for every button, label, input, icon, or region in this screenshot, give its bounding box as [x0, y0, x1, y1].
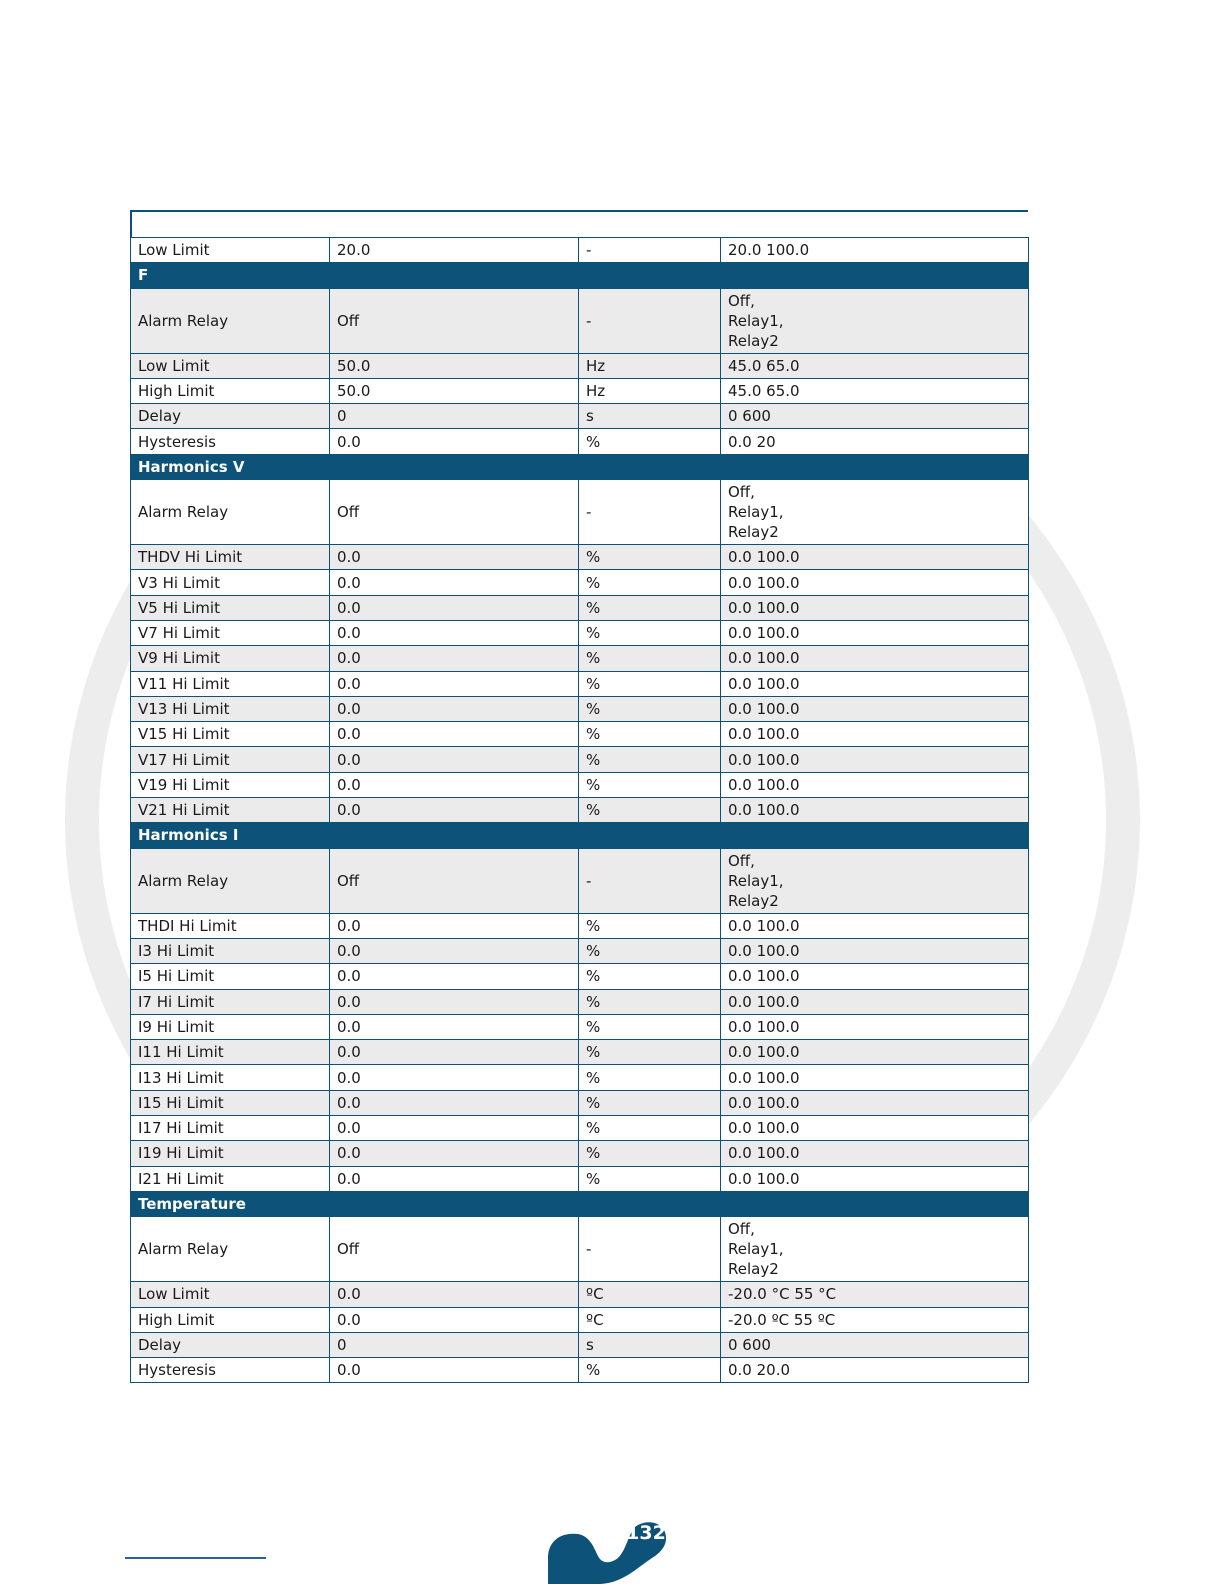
range-cell: 0.0 100.0: [721, 620, 1029, 645]
parameter-cell: Low Limit: [131, 1282, 330, 1307]
table-row: [131, 696, 1029, 721]
table-row: [131, 429, 1029, 454]
unit-cell: ºC: [579, 1282, 721, 1307]
section-header-row: [131, 454, 1029, 479]
unit-cell: %: [579, 938, 721, 963]
table-row: [131, 938, 1029, 963]
parameter-cell: V5 Hi Limit: [131, 595, 330, 620]
parameter-cell: V21 Hi Limit: [131, 798, 330, 823]
default-value-cell: 0.0: [330, 429, 579, 454]
range-cell: 0.0 100.0: [721, 798, 1029, 823]
unit-cell: -: [579, 238, 721, 263]
table-row: [131, 1358, 1029, 1383]
unit-cell: %: [579, 545, 721, 570]
range-cell: 0.0 100.0: [721, 1116, 1029, 1141]
unit-cell: %: [579, 1166, 721, 1191]
unit-cell: -: [579, 480, 721, 545]
parameter-cell: V13 Hi Limit: [131, 696, 330, 721]
settings-table-container: [130, 210, 1028, 1383]
unit-cell: %: [579, 671, 721, 696]
parameter-cell: THDI Hi Limit: [131, 913, 330, 938]
default-value-cell: 50.0: [330, 378, 579, 403]
unit-cell: %: [579, 620, 721, 645]
table-row: [131, 1217, 1029, 1282]
parameter-cell: V7 Hi Limit: [131, 620, 330, 645]
parameter-cell: Alarm Relay: [131, 1217, 330, 1282]
default-value-cell: 0.0: [330, 938, 579, 963]
default-value-cell: 0.0: [330, 1358, 579, 1383]
unit-cell: -: [579, 848, 721, 913]
parameter-cell: V11 Hi Limit: [131, 671, 330, 696]
table-row: [131, 620, 1029, 645]
default-value-cell: 0.0: [330, 570, 579, 595]
default-value-cell: 0.0: [330, 798, 579, 823]
unit-cell: %: [579, 1090, 721, 1115]
section-header-row: [131, 263, 1029, 288]
range-cell: -20.0 ºC 55 ºC: [721, 1307, 1029, 1332]
table-row: [131, 772, 1029, 797]
range-cell: 0.0 100.0: [721, 1141, 1029, 1166]
parameter-cell: Hysteresis: [131, 1358, 330, 1383]
table-row: [131, 353, 1029, 378]
range-cell: 0.0 100.0: [721, 989, 1029, 1014]
parameter-cell: V3 Hi Limit: [131, 570, 330, 595]
parameter-cell: Delay: [131, 404, 330, 429]
section-title: F: [131, 263, 1029, 288]
unit-cell: s: [579, 404, 721, 429]
table-row: [131, 1090, 1029, 1115]
parameter-cell: I9 Hi Limit: [131, 1014, 330, 1039]
default-value-cell: 0.0: [330, 646, 579, 671]
default-value-cell: 0.0: [330, 747, 579, 772]
default-value-cell: 0: [330, 1332, 579, 1357]
parameter-cell: High Limit: [131, 1307, 330, 1332]
parameter-cell: I3 Hi Limit: [131, 938, 330, 963]
unit-cell: %: [579, 772, 721, 797]
unit-cell: %: [579, 798, 721, 823]
range-cell: 0.0 100.0: [721, 722, 1029, 747]
default-value-cell: 0: [330, 404, 579, 429]
range-cell: Off, Relay1, Relay2: [721, 288, 1029, 353]
unit-cell: %: [579, 696, 721, 721]
table-row: [131, 798, 1029, 823]
range-cell: 0.0 100.0: [721, 1065, 1029, 1090]
parameter-cell: Delay: [131, 1332, 330, 1357]
parameter-cell: I11 Hi Limit: [131, 1040, 330, 1065]
range-cell: 0.0 100.0: [721, 747, 1029, 772]
section-header-row: [131, 1191, 1029, 1216]
unit-cell: %: [579, 595, 721, 620]
range-cell: 0.0 100.0: [721, 646, 1029, 671]
range-cell: 20.0 100.0: [721, 238, 1029, 263]
table-row: [131, 1307, 1029, 1332]
unit-cell: -: [579, 288, 721, 353]
alarm-settings-table: [130, 237, 1029, 1383]
table-row: [131, 288, 1029, 353]
table-row: [131, 570, 1029, 595]
default-value-cell: 0.0: [330, 964, 579, 989]
parameter-cell: Alarm Relay: [131, 848, 330, 913]
range-cell: 0.0 100.0: [721, 696, 1029, 721]
footer-rule: [125, 1557, 266, 1559]
table-row: [131, 1141, 1029, 1166]
range-cell: 0.0 100.0: [721, 545, 1029, 570]
unit-cell: -: [579, 1217, 721, 1282]
table-row: [131, 1282, 1029, 1307]
table-row: [131, 1065, 1029, 1090]
unit-cell: %: [579, 913, 721, 938]
table-body: [131, 238, 1029, 1383]
parameter-cell: I7 Hi Limit: [131, 989, 330, 1014]
range-cell: Off, Relay1, Relay2: [721, 848, 1029, 913]
table-row: [131, 1014, 1029, 1039]
default-value-cell: Off: [330, 1217, 579, 1282]
unit-cell: %: [579, 646, 721, 671]
default-value-cell: 0.0: [330, 1307, 579, 1332]
table-row: [131, 989, 1029, 1014]
default-value-cell: 0.0: [330, 620, 579, 645]
parameter-cell: V15 Hi Limit: [131, 722, 330, 747]
unit-cell: %: [579, 747, 721, 772]
table-row: [131, 378, 1029, 403]
parameter-cell: I13 Hi Limit: [131, 1065, 330, 1090]
default-value-cell: 0.0: [330, 1166, 579, 1191]
parameter-cell: I15 Hi Limit: [131, 1090, 330, 1115]
range-cell: 0.0 100.0: [721, 964, 1029, 989]
table-row: [131, 646, 1029, 671]
parameter-cell: V9 Hi Limit: [131, 646, 330, 671]
default-value-cell: 0.0: [330, 671, 579, 696]
unit-cell: %: [579, 1040, 721, 1065]
unit-cell: %: [579, 1014, 721, 1039]
range-cell: 45.0 65.0: [721, 353, 1029, 378]
default-value-cell: 0.0: [330, 913, 579, 938]
default-value-cell: 0.0: [330, 722, 579, 747]
table-row: [131, 1116, 1029, 1141]
range-cell: 0.0 100.0: [721, 1090, 1029, 1115]
table-row: [131, 1166, 1029, 1191]
default-value-cell: 0.0: [330, 1090, 579, 1115]
default-value-cell: Off: [330, 848, 579, 913]
range-cell: 0.0 100.0: [721, 595, 1029, 620]
parameter-cell: High Limit: [131, 378, 330, 403]
default-value-cell: 0.0: [330, 1065, 579, 1090]
table-row: [131, 404, 1029, 429]
range-cell: 0.0 100.0: [721, 570, 1029, 595]
table-top-strip: [130, 210, 1028, 237]
unit-cell: Hz: [579, 353, 721, 378]
default-value-cell: 0.0: [330, 772, 579, 797]
parameter-cell: Alarm Relay: [131, 288, 330, 353]
unit-cell: %: [579, 989, 721, 1014]
parameter-cell: Hysteresis: [131, 429, 330, 454]
range-cell: 0.0 100.0: [721, 1014, 1029, 1039]
range-cell: -20.0 °C 55 °C: [721, 1282, 1029, 1307]
parameter-cell: I21 Hi Limit: [131, 1166, 330, 1191]
table-row: [131, 848, 1029, 913]
unit-cell: ºC: [579, 1307, 721, 1332]
parameter-cell: Low Limit: [131, 353, 330, 378]
range-cell: 0 600: [721, 1332, 1029, 1357]
section-header-row: [131, 823, 1029, 848]
range-cell: 0.0 20.0: [721, 1358, 1029, 1383]
range-cell: 0.0 100.0: [721, 671, 1029, 696]
default-value-cell: 20.0: [330, 238, 579, 263]
table-row: [131, 595, 1029, 620]
table-row: [131, 747, 1029, 772]
range-cell: 0.0 100.0: [721, 913, 1029, 938]
range-cell: 45.0 65.0: [721, 378, 1029, 403]
parameter-cell: I5 Hi Limit: [131, 964, 330, 989]
default-value-cell: 0.0: [330, 1116, 579, 1141]
parameter-cell: V17 Hi Limit: [131, 747, 330, 772]
table-row: [131, 722, 1029, 747]
range-cell: Off, Relay1, Relay2: [721, 480, 1029, 545]
range-cell: 0.0 100.0: [721, 1166, 1029, 1191]
table-row: [131, 1040, 1029, 1065]
table-row: [131, 545, 1029, 570]
table-row: [131, 1332, 1029, 1357]
parameter-cell: I19 Hi Limit: [131, 1141, 330, 1166]
range-cell: 0.0 100.0: [721, 1040, 1029, 1065]
parameter-cell: V19 Hi Limit: [131, 772, 330, 797]
default-value-cell: 0.0: [330, 1282, 579, 1307]
default-value-cell: 0.0: [330, 696, 579, 721]
unit-cell: %: [579, 964, 721, 989]
unit-cell: %: [579, 1358, 721, 1383]
parameter-cell: Low Limit: [131, 238, 330, 263]
unit-cell: Hz: [579, 378, 721, 403]
table-row: [131, 480, 1029, 545]
parameter-cell: I17 Hi Limit: [131, 1116, 330, 1141]
section-title: Temperature: [131, 1191, 1029, 1216]
range-cell: 0.0 100.0: [721, 938, 1029, 963]
range-cell: 0.0 100.0: [721, 772, 1029, 797]
unit-cell: %: [579, 1065, 721, 1090]
default-value-cell: Off: [330, 480, 579, 545]
table-row: [131, 964, 1029, 989]
default-value-cell: 50.0: [330, 353, 579, 378]
default-value-cell: 0.0: [330, 989, 579, 1014]
default-value-cell: 0.0: [330, 595, 579, 620]
unit-cell: %: [579, 1141, 721, 1166]
range-cell: Off, Relay1, Relay2: [721, 1217, 1029, 1282]
unit-cell: %: [579, 429, 721, 454]
default-value-cell: 0.0: [330, 545, 579, 570]
parameter-cell: THDV Hi Limit: [131, 545, 330, 570]
table-row: [131, 671, 1029, 696]
range-cell: 0 600: [721, 404, 1029, 429]
section-title: Harmonics I: [131, 823, 1029, 848]
default-value-cell: Off: [330, 288, 579, 353]
unit-cell: %: [579, 1116, 721, 1141]
unit-cell: %: [579, 722, 721, 747]
default-value-cell: 0.0: [330, 1040, 579, 1065]
default-value-cell: 0.0: [330, 1141, 579, 1166]
parameter-cell: Alarm Relay: [131, 480, 330, 545]
range-cell: 0.0 20: [721, 429, 1029, 454]
section-title: Harmonics V: [131, 454, 1029, 479]
table-row: [131, 913, 1029, 938]
default-value-cell: 0.0: [330, 1014, 579, 1039]
table-row: [131, 238, 1029, 263]
unit-cell: %: [579, 570, 721, 595]
page-number: 132: [626, 1522, 666, 1544]
unit-cell: s: [579, 1332, 721, 1357]
